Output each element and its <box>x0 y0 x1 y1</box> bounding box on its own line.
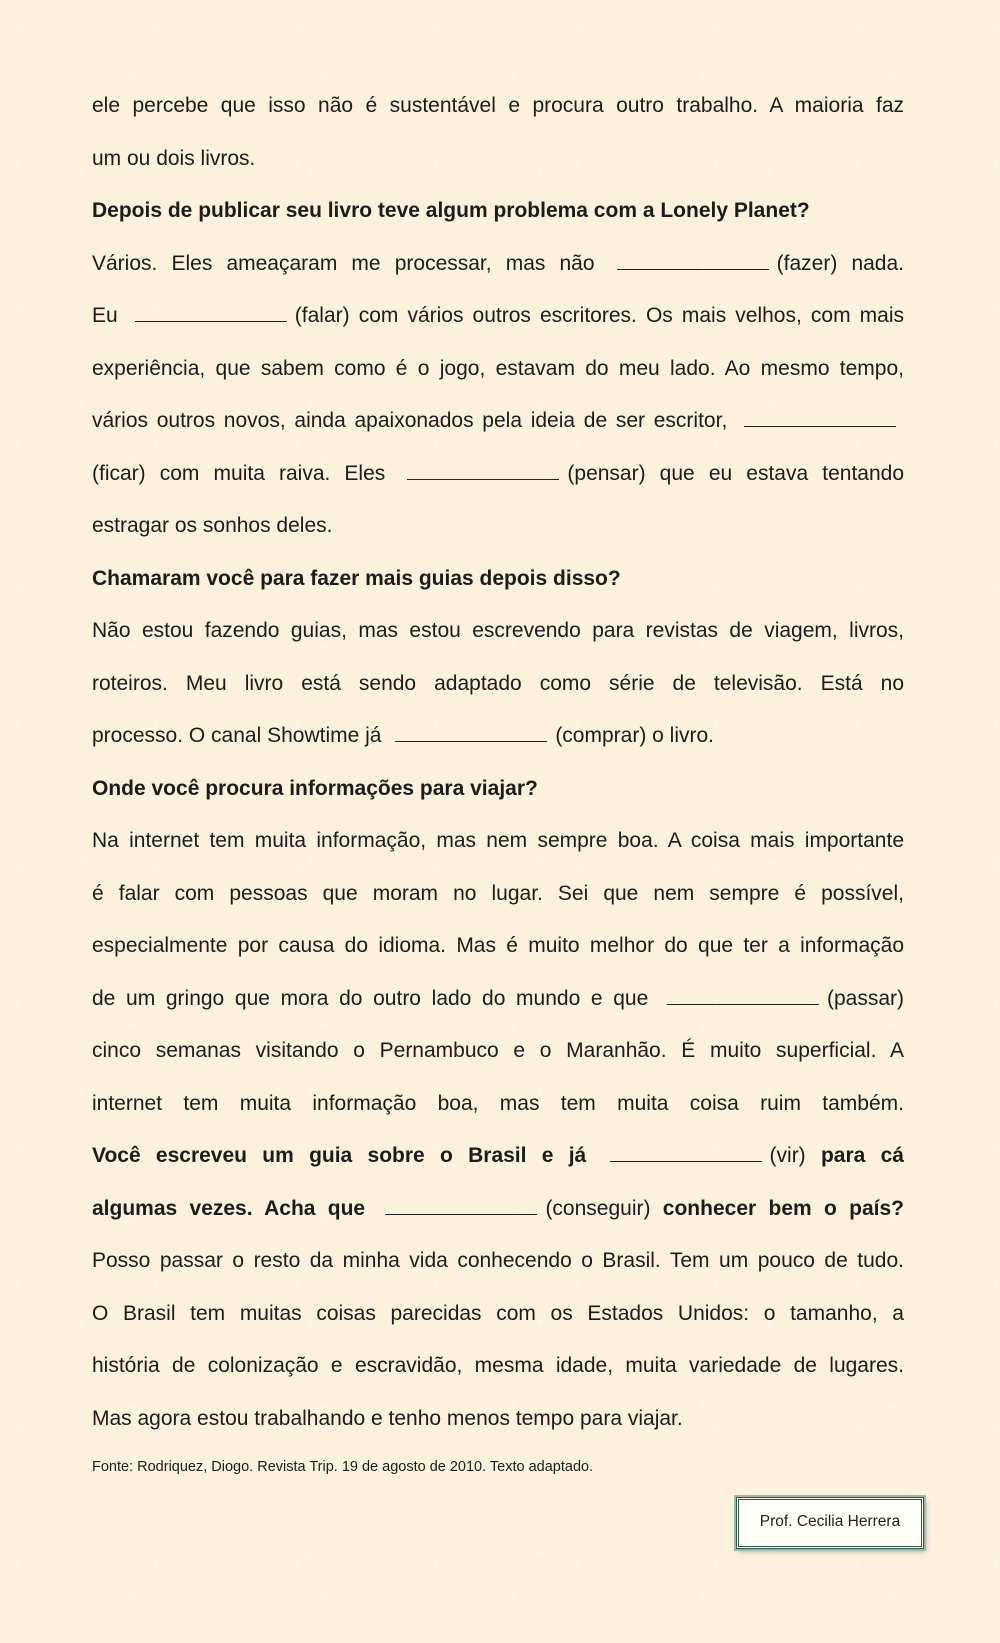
body-text: história de colonização e escravidão, mesma idade, muita variedade de lugares. <box>92 1354 904 1377</box>
body-text: vários outros novos, ainda apaixonados pela ideia de ser escritor, <box>92 409 728 432</box>
question-text: Você escreveu um guia sobre o Brasil e já <box>92 1144 587 1167</box>
text-line <box>92 1183 904 1236</box>
question-text: Depois de publicar seu livro teve algum problema com a Lonely Planet? <box>92 199 810 222</box>
body-text: processo. O canal Showtime já <box>92 724 382 747</box>
text-line <box>92 920 904 973</box>
fill-in-blank[interactable] <box>610 1143 762 1162</box>
body-text: Vários. Eles ameaçaram me processar, mas não <box>92 251 595 275</box>
question-text: Chamaram você para fazer mais guias depois disso? <box>92 566 621 590</box>
text-line <box>92 605 904 658</box>
body-text: estragar os sonhos deles. <box>92 514 333 537</box>
body-text: Posso passar o resto da minha vida conhecendo o Brasil. Tem um pouco de tudo. <box>92 1249 904 1272</box>
body-text: um ou dois livros. <box>92 146 256 170</box>
text-line <box>92 1235 904 1288</box>
text-line <box>92 1078 904 1131</box>
text-line <box>92 448 904 501</box>
text-line <box>92 658 904 711</box>
text-line <box>92 1130 904 1183</box>
text-line <box>92 500 904 553</box>
question-text: conhecer bem o país? <box>662 1196 904 1220</box>
body-text: ele percebe que isso não é sustentável e procura outro trabalho. A maioria faz <box>92 94 904 117</box>
fill-in-blank[interactable] <box>135 303 287 322</box>
text-line <box>92 238 904 291</box>
body-text: Eu <box>92 304 118 327</box>
body-text: (ficar) com muita raiva. Eles <box>92 461 386 485</box>
fill-in-blank[interactable] <box>667 986 819 1005</box>
text-line <box>92 973 904 1026</box>
text-line <box>92 1025 904 1078</box>
text-line <box>92 815 904 868</box>
body-text: internet tem muita informação boa, mas tem muita coisa ruim também. <box>92 1091 904 1115</box>
text-line <box>92 710 904 763</box>
body-text: O Brasil tem muitas coisas parecidas com os Estados Unidos: o tamanho, a <box>92 1301 904 1325</box>
text-line <box>92 80 904 133</box>
body-text: experiência, que sabem como é o jogo, estavam do meu lado. Ao mesmo tempo, <box>92 356 904 380</box>
fill-in-blank[interactable] <box>617 251 769 270</box>
body-text: (conseguir) <box>545 1196 663 1220</box>
body-text: de um gringo que mora do outro lado do mundo e que <box>92 986 649 1010</box>
text-line <box>92 1340 904 1393</box>
fill-in-blank[interactable] <box>744 408 896 427</box>
body-text: (comprar) o livro. <box>555 724 715 747</box>
body-text: (pensar) que eu estava tentando <box>567 461 904 485</box>
document-page <box>92 80 904 1475</box>
document-body <box>92 80 904 1445</box>
body-text: (passar) <box>826 986 904 1010</box>
fill-in-blank[interactable] <box>407 461 559 480</box>
text-line <box>92 553 904 606</box>
body-text: (falar) com vários outros escritores. Os mais velhos, com mais <box>294 304 904 327</box>
text-line <box>92 343 904 396</box>
source-citation: Fonte: Rodriquez, Diogo. Revista Trip. 19 de agosto de 2010. Texto adaptado. <box>92 1459 594 1475</box>
text-line <box>92 1393 904 1446</box>
signature-text: Prof. Cecilia Herrera <box>759 1513 901 1530</box>
body-text: (vir) <box>769 1144 806 1167</box>
text-line <box>92 868 904 921</box>
fill-in-blank[interactable] <box>395 723 547 742</box>
text-line <box>92 133 904 186</box>
body-text: Não estou fazendo guias, mas estou escrevendo para revistas de viagem, livros, <box>92 619 904 642</box>
signature-box <box>736 1497 924 1549</box>
text-line <box>92 763 904 816</box>
body-text: cinco semanas visitando o Pernambuco e o Maranhão. É muito superficial. A <box>92 1039 904 1062</box>
text-line <box>92 290 904 343</box>
question-text: algumas vezes. Acha que <box>92 1196 366 1220</box>
fill-in-blank[interactable] <box>385 1196 537 1215</box>
body-text: (fazer) nada. <box>776 251 904 275</box>
text-line <box>92 395 904 448</box>
text-line <box>92 185 904 238</box>
body-text: roteiros. Meu livro está sendo adaptado como série de televisão. Está no <box>92 671 904 695</box>
question-text: Onde você procura informações para viajar? <box>92 776 538 800</box>
body-text: é falar com pessoas que moram no lugar. Sei que nem sempre é possível, <box>92 881 904 905</box>
body-text: especialmente por causa do idioma. Mas é muito melhor do que ter a informação <box>92 934 904 957</box>
text-line <box>92 1288 904 1341</box>
question-text: para cá <box>820 1144 904 1167</box>
body-text: Mas agora estou trabalhando e tenho menos tempo para viajar. <box>92 1406 683 1430</box>
body-text: Na internet tem muita informação, mas nem sempre boa. A coisa mais importante <box>92 829 904 852</box>
